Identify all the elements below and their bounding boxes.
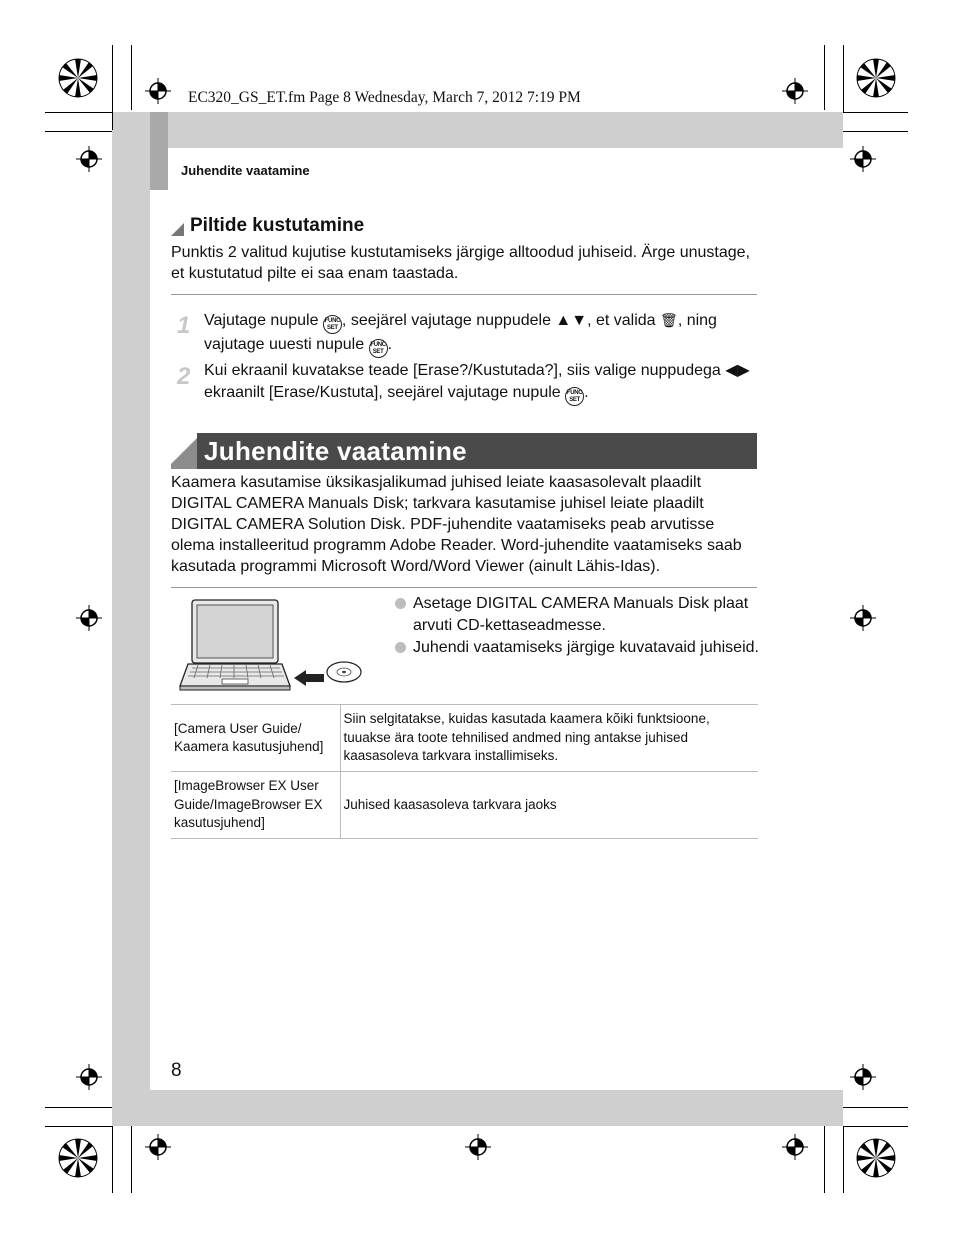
step-text-part: Kui ekraanil kuvatakse teade [Erase?/Kustutada?], siis valige nuppudega: [204, 362, 726, 379]
table-cell-description: Juhised kaasasoleva tarkvara jaoks: [340, 772, 758, 839]
registration-mark-icon: [850, 605, 876, 631]
section-paragraph: Kaamera kasutamise üksikasjalikumad juhised leiate kaasasolevalt plaadilt DIGITAL CAMERA Manuals Disk; tarkvara kasutamise juhisel leiate plaadilt DIGITAL CAMERA Solution Disk. PDF-juhendite vaatamiseks peab arvutisse olema installeeritud programm Adobe Reader. Word-juhendite vaatamiseks saab kasutada programmi Microsoft Word/Word Viewer (ainult Lähis-Idas).: [171, 474, 742, 575]
step-text-part: .: [584, 384, 589, 401]
file-header: EC320_GS_ET.fm Page 8 Wednesday, March 7, 2012 7:19 PM: [188, 89, 581, 106]
registration-mark-icon: [465, 1134, 491, 1160]
left-right-arrows-icon: ◀▶: [725, 362, 750, 379]
running-head: Juhendite vaatamine: [181, 163, 310, 178]
crop-line: [112, 1126, 113, 1193]
crop-line: [843, 112, 908, 113]
intro-paragraph: Punktis 2 valitud kujutise kustutamiseks järgige alltoodud juhiseid. Ärge unustage, et kustutatud pilte ei saa enam taastada.: [171, 244, 750, 282]
func-set-button-icon: FUNC SET: [369, 339, 388, 358]
frame-left-tab: [150, 112, 168, 190]
list-item: [393, 593, 763, 637]
crop-line: [45, 1126, 112, 1127]
heading-marker-icon: [171, 223, 184, 236]
table-row: [171, 772, 758, 839]
step-text-part: .: [387, 336, 393, 353]
list-item: [393, 637, 763, 659]
step-text-part: ekraanilt [Erase/Kustuta], seejärel vajutage nupule: [204, 384, 566, 401]
registration-mark-icon: [850, 146, 876, 172]
crop-line: [843, 1107, 908, 1108]
crop-line: [131, 1126, 132, 1193]
crop-line: [843, 131, 908, 132]
bullet-text: Juhendi vaatamiseks järgige kuvatavaid juhiseid.: [413, 639, 759, 656]
star-target-icon: [855, 1137, 897, 1179]
step-text-part: Vajutage nupule: [204, 312, 323, 329]
table-cell-name: [ImageBrowser EX User Guide/ImageBrowser EX kasutusjuhend]: [171, 772, 340, 839]
table-cell-name: [Camera User Guide/ Kaamera kasutusjuhend]: [171, 705, 340, 772]
step-text: [204, 309, 764, 358]
sub-heading: [171, 215, 364, 237]
sub-heading-text: Piltide kustutamine: [190, 215, 365, 236]
func-set-button-icon: FUNC SET: [565, 387, 584, 406]
crop-line: [824, 45, 825, 110]
table-row: [171, 705, 758, 772]
crop-line: [45, 112, 112, 113]
trash-icon: 🗑: [660, 312, 678, 328]
frame-bottom-band: [112, 1090, 843, 1126]
star-target-icon: [57, 1137, 99, 1179]
star-target-icon: [57, 57, 99, 99]
section-corner-icon: [171, 433, 197, 469]
registration-mark-icon: [782, 1134, 808, 1160]
frame-left-band: [112, 112, 150, 1126]
crop-line: [824, 1126, 825, 1193]
section-title: Juhendite vaatamine: [204, 436, 467, 466]
crop-line: [112, 45, 113, 130]
crop-line: [843, 45, 844, 112]
page-number: 8: [171, 1060, 182, 1081]
registration-mark-icon: [76, 605, 102, 631]
star-target-icon: [855, 57, 897, 99]
step-number: 1: [177, 312, 191, 339]
step-text-part: , ning vajutage uuesti nupule: [204, 312, 717, 353]
crop-line: [45, 131, 112, 132]
step-text: [204, 360, 764, 406]
registration-mark-icon: [76, 1064, 102, 1090]
divider: [171, 294, 757, 295]
table-cell-description: Siin selgitatakse, kuidas kasutada kaamera kõiki funktsioone, tuuakse ära toote tehnilised andmed ning antakse juhised kaasasoleva tarkvara installimiseks.: [340, 705, 758, 772]
bullet-icon: [395, 598, 406, 609]
bullet-text: Asetage DIGITAL CAMERA Manuals Disk plaat arvuti CD-kettaseadmesse.: [413, 595, 749, 634]
crop-line: [843, 1126, 844, 1193]
up-down-arrows-icon: ▲▼: [555, 312, 588, 329]
crop-line: [843, 1126, 908, 1127]
laptop-cd-illustration: [178, 598, 364, 694]
crop-line: [45, 1107, 112, 1108]
func-set-button-icon: FUNC SET: [323, 315, 342, 334]
bullet-list: [393, 593, 763, 659]
step-number: 2: [177, 363, 191, 390]
registration-mark-icon: [76, 146, 102, 172]
bullet-icon: [395, 642, 406, 653]
frame-top-band: [150, 112, 843, 148]
crop-line: [131, 45, 132, 110]
step-text-part: , et valida: [587, 312, 661, 329]
registration-mark-icon: [145, 1134, 171, 1160]
registration-mark-icon: [782, 78, 808, 104]
section-header: [171, 433, 757, 469]
manuals-table: [171, 704, 758, 839]
divider: [171, 587, 757, 588]
step-text-part: , seejärel vajutage nuppudele: [341, 312, 556, 329]
registration-mark-icon: [850, 1064, 876, 1090]
registration-mark-icon: [145, 78, 171, 104]
